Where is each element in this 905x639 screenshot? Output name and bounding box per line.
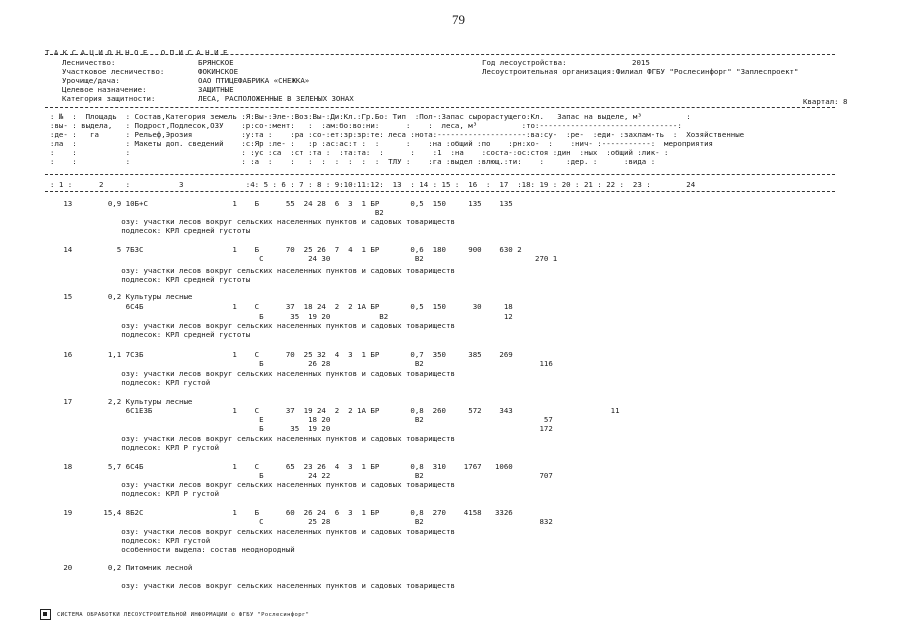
row-line: В2 xyxy=(50,208,384,217)
row-line: подлесок: КРЛ средней густоты xyxy=(50,226,251,235)
row-line: 15 0,2 Культуры лесные xyxy=(50,292,193,301)
system-logo-icon xyxy=(40,609,51,620)
column-numbers-bottom-rule xyxy=(45,191,835,192)
header-label: Урочище/дача: xyxy=(62,76,120,85)
column-numbers: : 1 : 2 : 3 :4: 5 : 6 : 7 : 8 : 9:10:11:12: 13 : 14 : 15 : 16 : 17 :18: 19 : 20 : 21 : 22 : 23 : 24 xyxy=(50,180,696,189)
page-number: 79 xyxy=(452,12,465,27)
row-line: Б 24 22 В2 707 xyxy=(50,471,553,480)
table-header-line: :де- : га : Рельеф,Эрозия :у:та : :ра :со-:ет:зр:зр:те: леса :нота:--------------------:ва:су- :ре- :еди- :захлам-ть : Хозяйственные xyxy=(50,130,745,139)
row-line: озу: участки лесов вокруг сельских населенных пунктов и садовых товариществ xyxy=(50,217,455,226)
header-value: ЛЕСА, РАСПОЛОЖЕННЫЕ В ЗЕЛЕНЫХ ЗОНАХ xyxy=(198,94,354,103)
row-line: Б 26 28 В2 116 xyxy=(50,359,553,368)
row-line: Б 35 19 20 В2 12 xyxy=(50,312,513,321)
row-line: подлесок: КРЛ Р густой xyxy=(50,443,220,452)
header-value: ОАО ПТИЦЕФАБРИКА «СНЕЖКА» xyxy=(198,76,310,85)
row-line: 19 15,4 8Б2С 1 Б 60 26 24 6 3 1 БР 0,8 270 4158 3326 xyxy=(50,508,513,517)
table-header-line: :вы- : выдела, : Подрост,Подлесок,ОЗУ :р:со-:мент: : :ам:бо:во:ни: : : леса, м³ :то:-------------------------------: xyxy=(50,121,682,130)
row-line: 6С4Б 1 С 37 18 24 2 2 1А БР 0,5 150 30 18 xyxy=(50,302,513,311)
row-line: Е 18 20 В2 57 xyxy=(50,415,553,424)
year-value: 2015 xyxy=(632,58,650,67)
header-value: БРЯНСКОЕ xyxy=(198,58,234,67)
row-line: 20 0,2 Питомник лесной xyxy=(50,563,193,572)
row-line: подлесок: КРЛ густой xyxy=(50,536,211,545)
row-line: озу: участки лесов вокруг сельских населенных пунктов и садовых товариществ xyxy=(50,527,455,536)
row-line: подлесок: КРЛ средней густоты xyxy=(50,275,251,284)
table-header-line: : № : Площадь : Состав,Категория земель :Я:Вы-:Эле-:Воз:Вы-:Ди:Кл.:Гр.Бо: Тип :Пол-:Запас сырорастущего:Кл. Запас на выделе, м³ : xyxy=(50,112,691,121)
year-label: Год лесоустройства: xyxy=(482,58,567,67)
row-line: особенности выдела: состав неоднородный xyxy=(50,545,295,554)
table-header-line: : : : : :а : : : : : : : : ТЛУ : :га :выдел :влющ.:ти: : :дер. : :вида : xyxy=(50,157,656,166)
org-label: Лесоустроительная организация: xyxy=(482,67,616,76)
row-line: подлесок: КРЛ Р густой xyxy=(50,489,220,498)
row-line: 14 5 7Б3С 1 Б 70 25 26 7 4 1 БР 0,6 180 900 630 2 xyxy=(50,245,522,254)
row-line: 13 0,9 10Б+С 1 Б 55 24 28 6 3 1 БР 0,5 150 135 135 xyxy=(50,199,513,208)
row-line: озу: участки лесов вокруг сельских населенных пунктов и садовых товариществ xyxy=(50,266,455,275)
title-rule xyxy=(45,54,835,55)
org-value: Филиал ФГБУ "Рослесинфорг" "Заплеспроект" xyxy=(616,67,799,76)
header-label: Лесничество: xyxy=(62,58,116,67)
footer xyxy=(40,609,309,620)
row-line: Б 35 19 20 172 xyxy=(50,424,553,433)
row-line: озу: участки лесов вокруг сельских населенных пунктов и садовых товариществ xyxy=(50,369,455,378)
table-top-rule xyxy=(45,107,835,108)
header-value: ФОКИНСКОЕ xyxy=(198,67,239,76)
row-line: озу: участки лесов вокруг сельских населенных пунктов и садовых товариществ xyxy=(50,321,455,330)
row-line: подлесок: КРЛ густой xyxy=(50,378,211,387)
row-line: 16 1,1 7С3Б 1 С 70 25 32 4 3 1 БР 0,7 350 385 269 xyxy=(50,350,513,359)
row-line: 17 2,2 Культуры лесные xyxy=(50,397,193,406)
row-line: С 25 28 В2 832 xyxy=(50,517,553,526)
row-line: 18 5,7 6С4Б 1 С 65 23 26 4 3 1 БР 0,8 310 1767 1060 xyxy=(50,462,513,471)
row-line: озу: участки лесов вокруг сельских населенных пунктов и садовых товариществ xyxy=(50,480,455,489)
header-label: Участковое лесничество: xyxy=(62,67,165,76)
row-line: 6С1Е3Б 1 С 37 19 24 2 2 1А БР 0,8 260 572 343 11 xyxy=(50,406,620,415)
header-value: ЗАЩИТНЫЕ xyxy=(198,85,234,94)
row-line: озу: участки лесов вокруг сельских населенных пунктов и садовых товариществ xyxy=(50,434,455,443)
header-label: Категория защитности: xyxy=(62,94,156,103)
document-title: Т А К С А Ц И О Н Н О Е О П И С А Н И Е xyxy=(45,48,228,57)
row-line: С 24 30 В2 270 1 xyxy=(50,254,558,263)
row-line: озу: участки лесов вокруг сельских населенных пунктов и садовых товариществ xyxy=(50,581,455,590)
header-label: Целевое назначение: xyxy=(62,85,147,94)
column-numbers-top-rule xyxy=(45,174,835,175)
quarter-label: Квартал: 8 xyxy=(803,97,848,106)
footer-text: СИСТЕМА ОБРАБОТКИ ЛЕСОУСТРОИТЕЛЬНОЙ ИНФОРМАЦИИ © ФГБУ "Рослесинфорг" xyxy=(57,612,310,618)
table-header-line: :ла : : Макеты доп. сведений :с:Яр :ле- : :р :ас:ас:т : : : :на :общий :по :рн:хо- : :нич- :-----------: мероприятия xyxy=(50,139,713,148)
row-line: подлесок: КРЛ средней густоты xyxy=(50,330,251,339)
table-header-line: : : : : :ус :са :ст :та : :та:та: : : :1 :на :соста-:ос:стоя :дин :ных :общий :лик- : xyxy=(50,148,669,157)
